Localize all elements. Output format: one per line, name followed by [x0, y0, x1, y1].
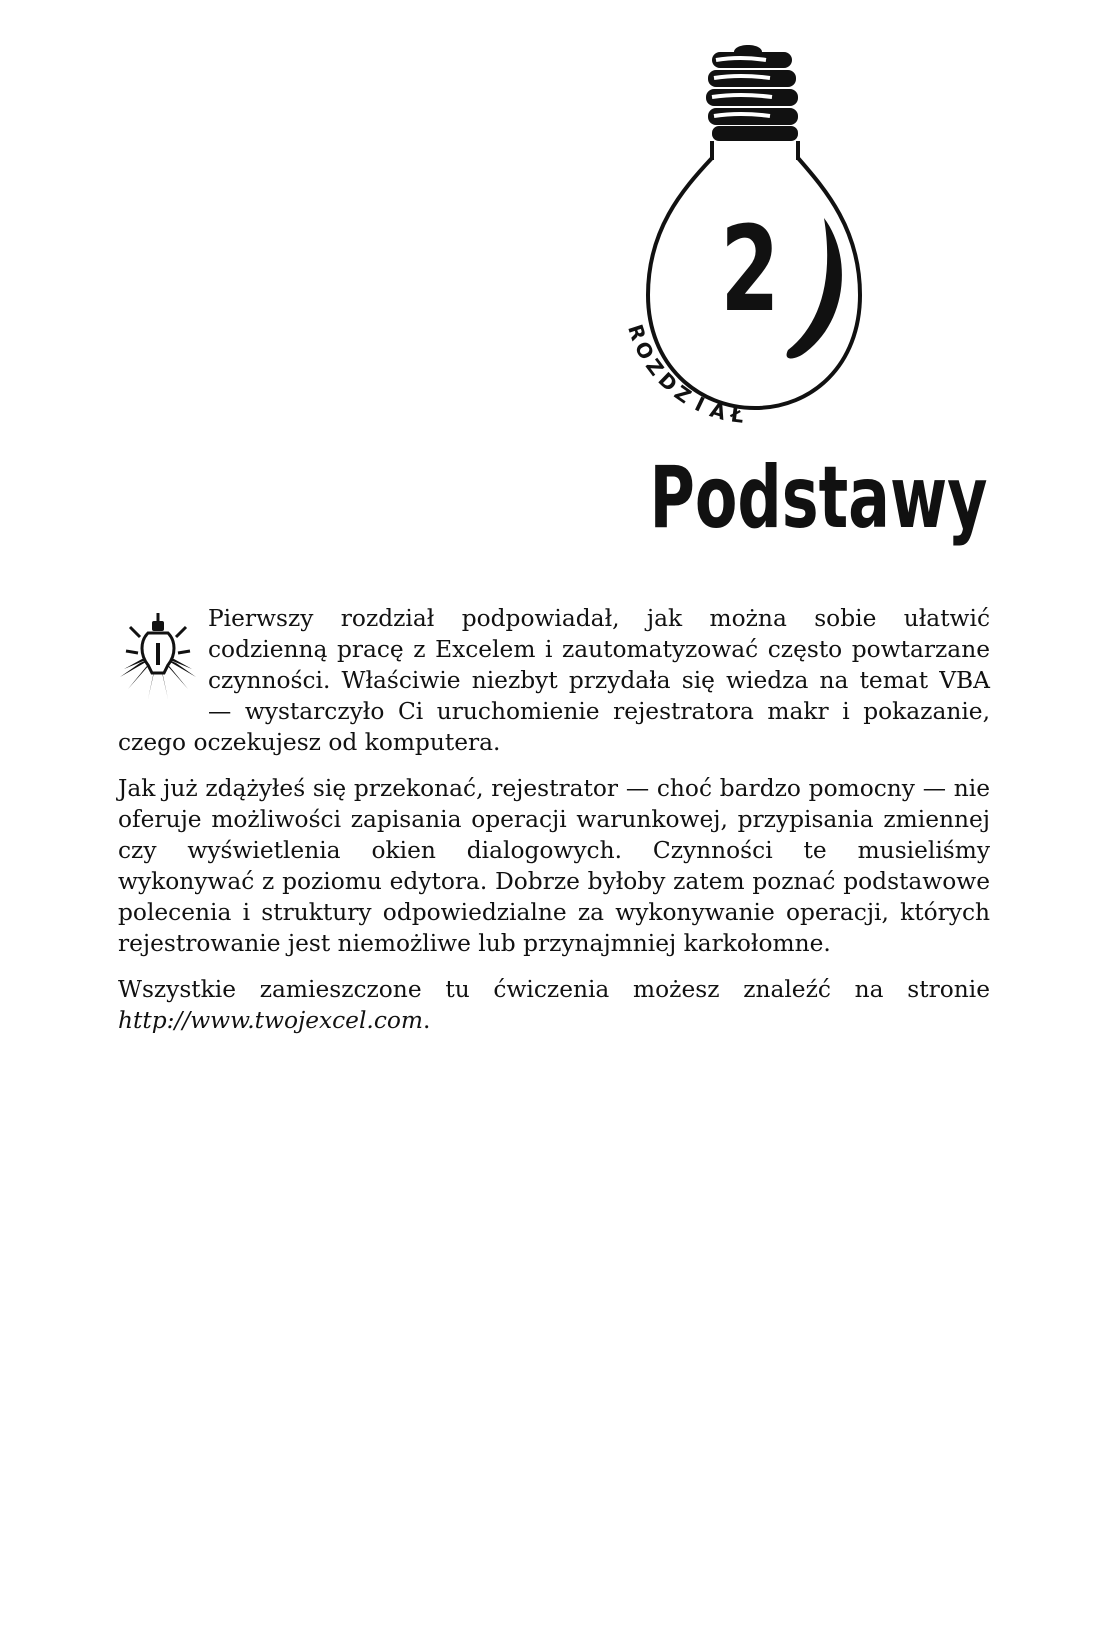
chapter-label-letter: R [623, 321, 651, 344]
resources-end: . [423, 1007, 431, 1034]
chapter-title: Podstawy [649, 448, 988, 548]
intro-paragraph [118, 603, 990, 758]
intro-paragraph-text: Pierwszy rozdział podpowiadał, jak można sobie ułatwić codzienną pracę z Excelem i zautomatyzować często powtarzane czynności. Właściwie niezbyt przydała się wiedza na temat VBA — wystarczyło Ci uruchomienie rejestratora makr i pokazanie, czego oczekujesz od komputera. [118, 605, 990, 756]
chapter-label-letter: Z [669, 380, 696, 409]
chapter-intro [118, 603, 990, 1051]
lightbulb-idea-icon [118, 611, 198, 701]
resources-paragraph [118, 974, 990, 1036]
chapter-label [620, 40, 880, 440]
chapter-badge [620, 40, 880, 440]
body-paragraph: Jak już zdążyłeś się przekonać, rejestrator — choć bardzo pomocny — nie oferuje możliwości zapisania operacji warunkowej, przypisania zmiennej czy wyświetlenia okien dialogowych. Czynności te musieliśmy wykonywać z poziomu edytora. Dobrze byłoby zatem poznać podstawowe polecenia i struktury odpowiedzialne za wykonywanie operacji, których rejestrowanie jest niemożliwe lub przynajmniej karkołomne. [118, 775, 990, 957]
resources-text: Wszystkie zamieszczone tu ćwiczenia możesz znaleźć na stronie [118, 976, 990, 1003]
chapter-label-letter: Ł [729, 402, 746, 428]
chapter-label-letter: D [653, 367, 683, 397]
chapter-label-letter: I [691, 391, 709, 417]
chapter-number: 2 [720, 200, 780, 338]
chapter-label-letter: A [707, 397, 729, 425]
chapter-label-letter: O [629, 337, 659, 364]
chapter-label-letter: Z [640, 354, 669, 381]
website-link[interactable]: http://www.twojexcel.com [118, 1007, 423, 1034]
